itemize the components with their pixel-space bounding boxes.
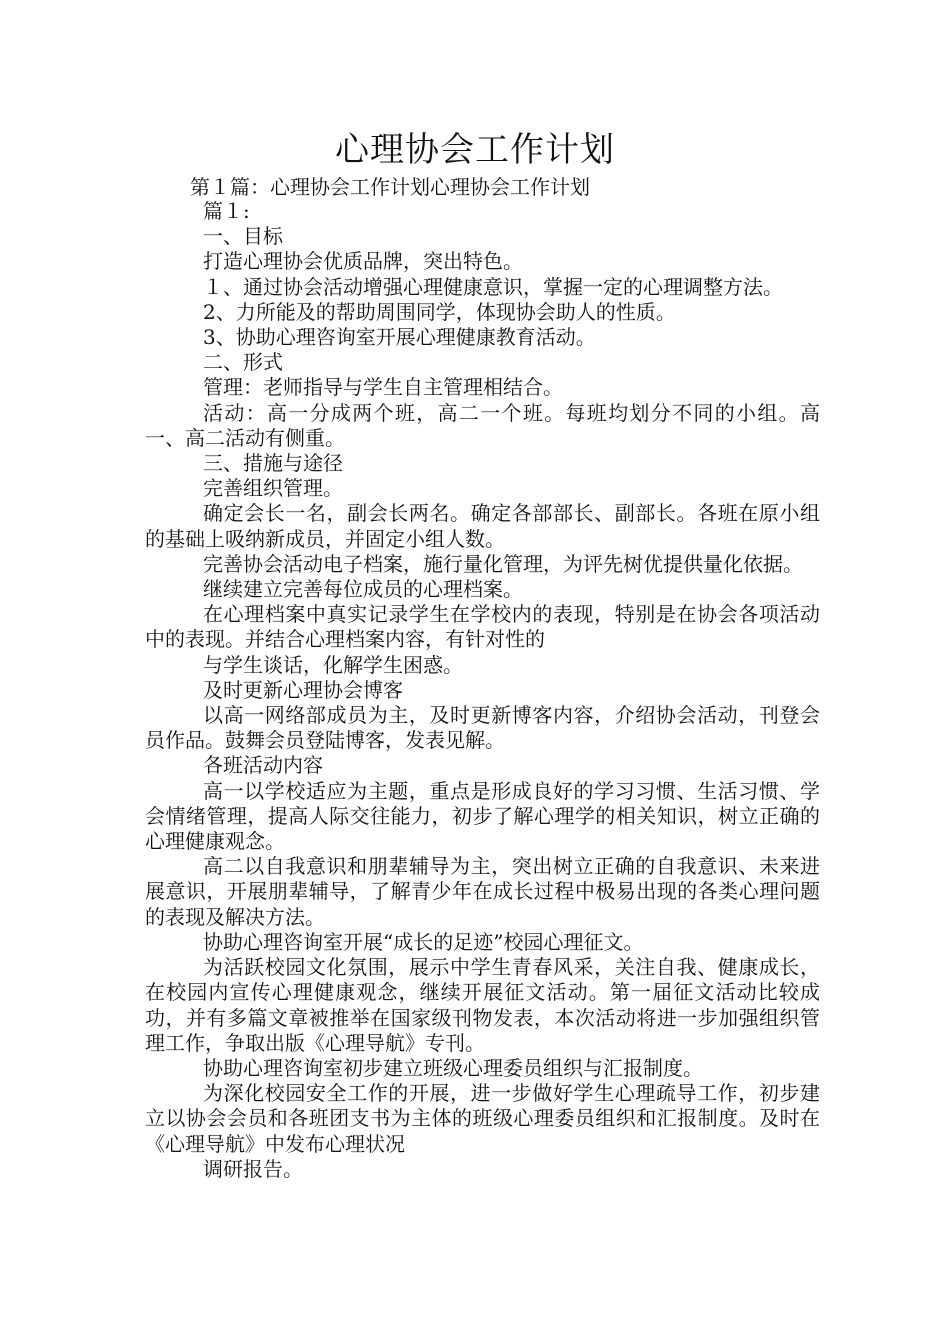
paragraph: 协助心理咨询室初步建立班级心理委员组织与汇报制度。 xyxy=(203,1055,703,1080)
document-body xyxy=(145,199,820,1182)
paragraph: 与学生谈话，化解学生困惑。 xyxy=(203,652,463,677)
paragraph: 确定会长一名，副会长两名。确定各部部长、副部长。各班在原小组的基础上吸纳新成员，并固定小组人数。 xyxy=(145,501,820,551)
paragraph: 打造心理协会优质品牌，突出特色。 xyxy=(203,249,523,274)
paragraph: 及时更新心理协会博客 xyxy=(203,677,403,702)
paragraph: 在心理档案中真实记录学生在学校内的表现，特别是在协会各项活动中的表现。并结合心理档案内容，有针对性的 xyxy=(145,602,820,652)
section-heading: 二、形式 xyxy=(203,350,283,375)
paragraph: 完善组织管理。 xyxy=(203,476,343,501)
paragraph: 调研报告。 xyxy=(203,1156,303,1181)
document-subtitle: 第１篇：心理协会工作计划心理协会工作计划 xyxy=(190,175,590,199)
document-title: 心理协会工作计划 xyxy=(335,130,615,170)
paragraph: 2、力所能及的帮助周围同学，体现协会助人的性质。 xyxy=(203,299,676,324)
paragraph: 各班活动内容 xyxy=(203,753,323,778)
paragraph: 为深化校园安全工作的开展，进一步做好学生心理疏导工作，初步建立以协会会员和各班团支书为主体的班级心理委员组织和汇报制度。及时在《心理导航》中发布心理状况 xyxy=(145,1081,820,1156)
paragraph: 高一以学校适应为主题，重点是形成良好的学习习惯、生活习惯、学会情绪管理，提高人际交往能力，初步了解心理学的相关知识，树立正确的心理健康观念。 xyxy=(145,778,820,854)
paragraph: 管理：老师指导与学生自主管理相结合。 xyxy=(203,375,563,400)
paragraph: 继续建立完善每位成员的心理档案。 xyxy=(203,577,523,602)
paragraph: 为活跃校园文化氛围，展示中学生青春风采，关注自我、健康成长，在校园内宣传心理健康观念，继续开展征文活动。第一届征文活动比较成功，并有多篇文章被推举在国家级刊物发表，本次活动将进一步加强组织管理工作，争取出版《心理导航》专刊。 xyxy=(145,955,820,1055)
paragraph: 高二以自我意识和朋辈辅导为主，突出树立正确的自我意识、未来进展意识，开展朋辈辅导，了解青少年在成长过程中极易出现的各类心理问题的表现及解决方法。 xyxy=(145,854,820,929)
section-heading: 三、措施与途径 xyxy=(203,451,343,476)
paragraph: 篇１: xyxy=(203,199,250,223)
paragraph: 协助心理咨询室开展“成长的足迹”校园心理征文。 xyxy=(203,929,644,954)
paragraph: １、通过协会活动增强心理健康意识，掌握一定的心理调整方法。 xyxy=(203,274,783,299)
paragraph: 以高一网络部成员为主，及时更新博客内容，介绍协会活动，刊登会员作品。鼓舞会员登陆博客，发表见解。 xyxy=(145,703,820,753)
paragraph: 完善协会活动电子档案，施行量化管理，为评先树优提供量化依据。 xyxy=(203,551,803,576)
section-heading: 一、目标 xyxy=(203,224,283,249)
paragraph: 3、协助心理咨询室开展心理健康教育活动。 xyxy=(203,325,596,350)
paragraph: 活动：高一分成两个班，高二一个班。每班均划分不同的小组。高一、高二活动有侧重。 xyxy=(145,400,820,450)
